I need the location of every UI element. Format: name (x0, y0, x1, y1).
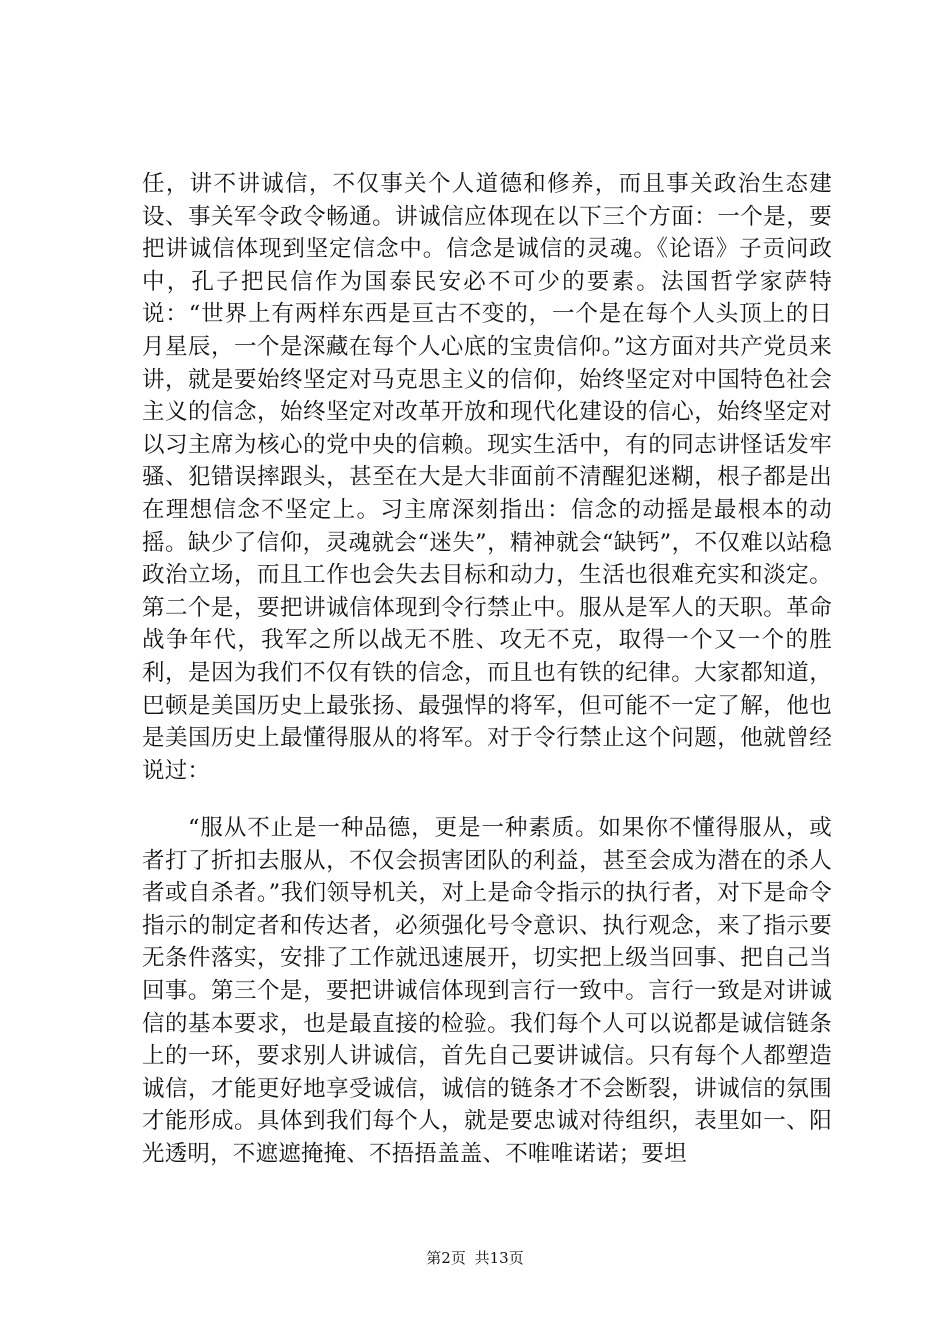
page-number: 第2页 (426, 1249, 466, 1267)
body-paragraph-1: 任，讲不讲诚信，不仅事关个人道德和修养，而且事关政治生态建设、事关军令政令畅通。讲诚信应体现在以下三个方面：一个是，要把讲诚信体现到坚定信念中。信念是诚信的灵魂。《论语》子贡问政中，孔子把民信作为国泰民安必不可少的要素。法国哲学家萨特说：“世界上有两样东西是亘古不变的，一个是在每个人头顶上的日月星辰，一个是深藏在每个人心底的宝贵信仰。”这方面对共产党员来讲，就是要始终坚定对马克思主义的信仰，始终坚定对中国特色社会主义的信念，始终坚定对改革开放和现代化建设的信心，始终坚定对以习主席为核心的党中央的信赖。现实生活中，有的同志讲怪话发牢骚、犯错误摔跟头，甚至在大是大非面前不清醒犯迷糊，根子都是出在理想信念不坚定上。习主席深刻指出：信念的动摇是最根本的动摇。缺少了信仰，灵魂就会“迷失”，精神就会“缺钙”，不仅难以站稳政治立场，而且工作也会失去目标和动力，生活也很难充实和淡定。第二个是，要把讲诚信体现到令行禁止中。服从是军人的天职。革命战争年代，我军之所以战无不胜、攻无不克，取得一个又一个的胜利，是因为我们不仅有铁的信念，而且也有铁的纪律。大家都知道，巴顿是美国历史上最张扬、最强悍的将军，但可能不一定了解，他也是美国历史上最懂得服从的将军。对于令行禁止这个问题，他就曾经说过： (142, 171, 832, 784)
body-paragraph-2: “服从不止是一种品德，更是一种素质。如果你不懂得服从，或者打了折扣去服从，不仅会损害团队的利益，甚至会成为潜在的杀人者或自杀者。”我们领导机关，对上是命令指示的执行者，对下是命令指示的制定者和传达者，必须强化号令意识、执行观念，来了指示要无条件落实，安排了工作就迅速展开，切实把上级当回事、把自己当回事。第三个是，要把讲诚信体现到言行一致中。言行一致是对讲诚信的基本要求，也是最直接的检验。我们每个人可以说都是诚信链条上的一环，要求别人讲诚信，首先自己要讲诚信。只有每个人都塑造诚信，才能更好地享受诚信，诚信的链条才不会断裂，讲诚信的氛围才能形成。具体到我们每个人，就是要忠诚对待组织，表里如一、阳光透明，不遮遮掩掩、不捂捂盖盖、不唯唯诺诺；要坦 (142, 815, 832, 1167)
page-footer (0, 1248, 950, 1268)
page-total: 共13页 (474, 1249, 524, 1267)
